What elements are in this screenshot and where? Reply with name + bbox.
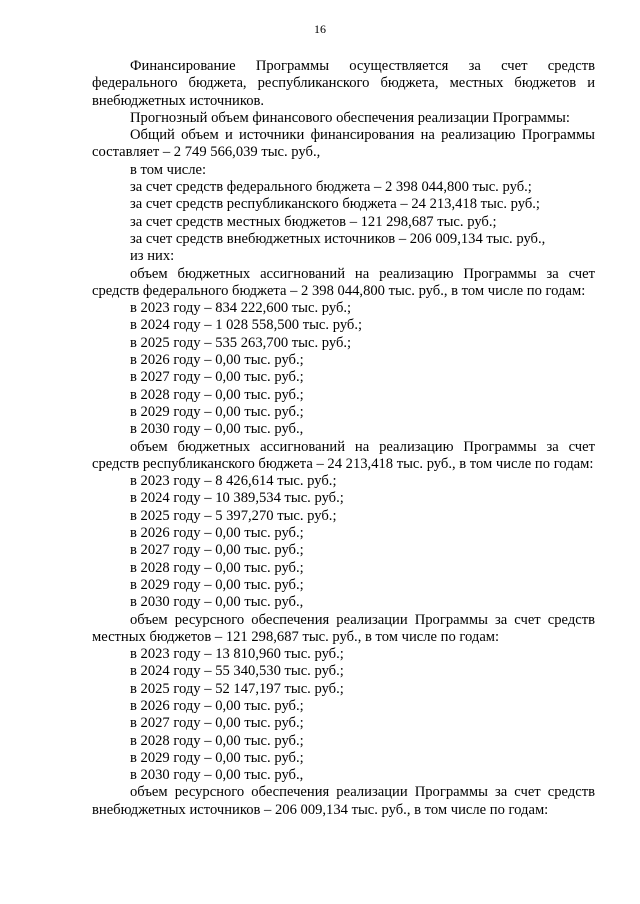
republican-year-line: в 2029 году – 0,00 тыс. руб.; <box>130 576 304 593</box>
paragraph-including: в том числе: <box>130 161 207 178</box>
federal-year-line: в 2028 году – 0,00 тыс. руб.; <box>130 386 304 403</box>
local-year-line: в 2028 году – 0,00 тыс. руб.; <box>130 732 304 749</box>
line-federal-budget: за счет средств федерального бюджета – 2 398 044,800 тыс. руб.; <box>130 179 532 196</box>
paragraph-republican-allocations: объем бюджетных ассигнований на реализацию Программы за счет средств республиканского бюджета – 24 213,418 тыс. руб., в том числе по годам: <box>92 438 595 472</box>
republican-year-line: в 2030 году – 0,00 тыс. руб., <box>130 594 304 611</box>
document-body <box>92 58 595 819</box>
paragraph-federal-allocations: объем бюджетных ассигнований на реализацию Программы за счет средств федерального бюджета – 2 398 044,800 тыс. руб., в том числе по годам: <box>92 265 595 299</box>
republican-year-line: в 2027 году – 0,00 тыс. руб.; <box>130 542 304 559</box>
republican-year-line: в 2025 году – 5 397,270 тыс. руб.; <box>130 507 337 524</box>
republican-year-line: в 2023 году – 8 426,614 тыс. руб.; <box>130 473 337 490</box>
paragraph-of-which: из них: <box>130 248 175 265</box>
federal-year-line: в 2029 году – 0,00 тыс. руб.; <box>130 403 304 420</box>
paragraph-extrabudgetary-resources: объем ресурсного обеспечения реализации Программы за счет средств внебюджетных источников – 206 009,134 тыс. руб., в том числе по годам: <box>92 784 595 818</box>
federal-year-line: в 2025 году – 535 263,700 тыс. руб.; <box>130 334 352 351</box>
federal-year-line: в 2024 году – 1 028 558,500 тыс. руб.; <box>130 317 363 334</box>
paragraph-local-resources: объем ресурсного обеспечения реализации Программы за счет средств местных бюджетов – 121 298,687 тыс. руб., в том числе по годам: <box>92 611 595 645</box>
federal-year-line: в 2026 году – 0,00 тыс. руб.; <box>130 352 304 369</box>
local-year-line: в 2029 году – 0,00 тыс. руб.; <box>130 749 304 766</box>
line-republican-budget: за счет средств республиканского бюджета – 24 213,418 тыс. руб.; <box>130 196 540 213</box>
paragraph-forecast-heading: Прогнозный объем финансового обеспечения реализации Программы: <box>130 109 570 126</box>
local-year-line: в 2025 году – 52 147,197 тыс. руб.; <box>130 680 344 697</box>
republican-year-line: в 2024 году – 10 389,534 тыс. руб.; <box>130 490 344 507</box>
republican-year-line: в 2026 году – 0,00 тыс. руб.; <box>130 525 304 542</box>
local-year-line: в 2026 году – 0,00 тыс. руб.; <box>130 697 304 714</box>
federal-year-line: в 2023 году – 834 222,600 тыс. руб.; <box>130 300 352 317</box>
federal-year-line: в 2027 году – 0,00 тыс. руб.; <box>130 369 304 386</box>
paragraph-total-volume: Общий объем и источники финансирования на реализацию Программы составляет – 2 749 566,039 тыс. руб., <box>92 127 595 161</box>
line-extrabudgetary: за счет средств внебюджетных источников – 206 009,134 тыс. руб., <box>130 230 546 247</box>
local-year-line: в 2030 году – 0,00 тыс. руб., <box>130 767 304 784</box>
paragraph-financing-sources: Финансирование Программы осуществляется за счет средств федерального бюджета, республиканского бюджета, местных бюджетов и внебюджетных источников. <box>92 58 595 109</box>
local-year-line: в 2023 году – 13 810,960 тыс. руб.; <box>130 646 344 663</box>
republican-year-line: в 2028 году – 0,00 тыс. руб.; <box>130 559 304 576</box>
local-year-line: в 2024 году – 55 340,530 тыс. руб.; <box>130 663 344 680</box>
page-number: 16 <box>314 22 326 36</box>
local-year-line: в 2027 году – 0,00 тыс. руб.; <box>130 715 304 732</box>
line-local-budgets: за счет средств местных бюджетов – 121 298,687 тыс. руб.; <box>130 213 497 230</box>
federal-year-line: в 2030 году – 0,00 тыс. руб., <box>130 421 304 438</box>
